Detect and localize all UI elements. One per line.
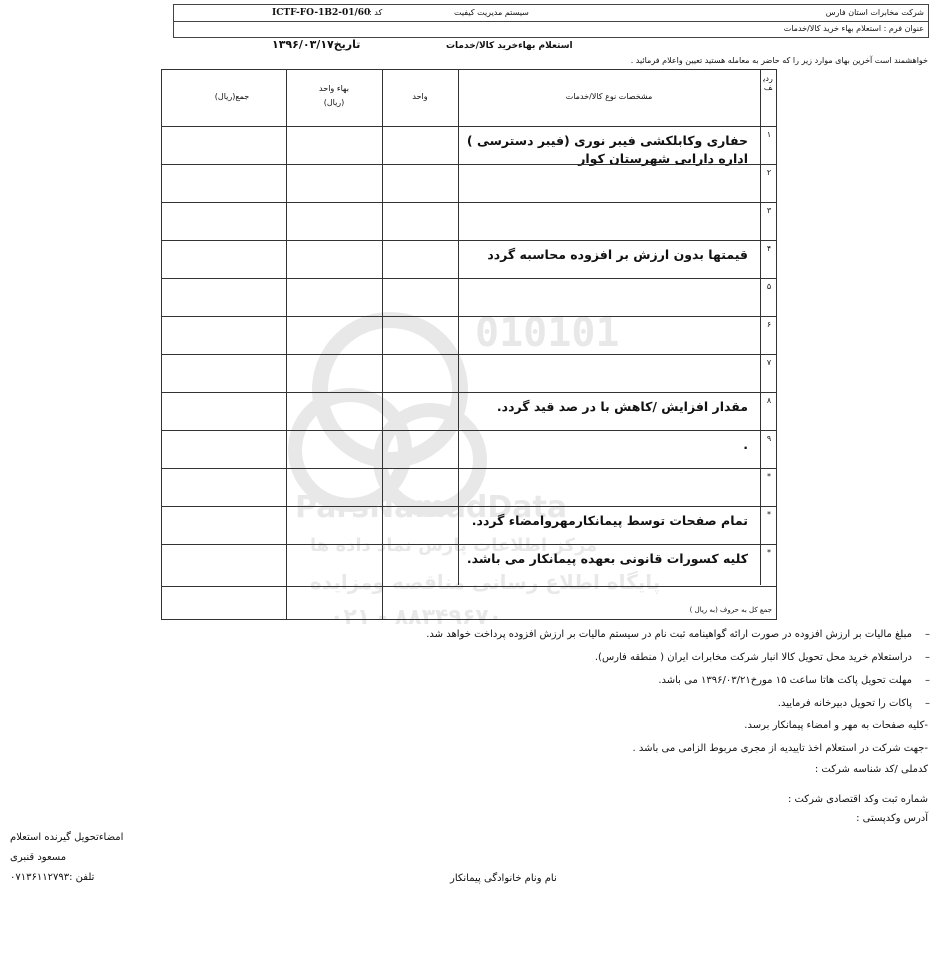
watermark-line2: پایگاه اطلاع رسانی مناقصه ومزایده: [310, 570, 661, 594]
table-row: [162, 316, 776, 317]
form-header: [173, 4, 929, 38]
receiver-phone: تلفن :۰۷۱۳۶۱۱۲۷۹۳: [10, 872, 95, 883]
header-row-no: ردیف: [763, 74, 773, 92]
watermark-brand: ParsNamadData: [295, 490, 568, 525]
note-item: -جهت شرکت در استعلام اخذ تاییدیه از مجری مربوط الزامی می باشد .: [632, 743, 928, 754]
note-item: پاکات را تحویل دبیرخانه فرمایید.: [777, 698, 912, 709]
row-number: *: [767, 510, 771, 519]
table-row: [162, 468, 776, 469]
address-field: آدرس وکدپستی :: [856, 813, 928, 824]
contractor-name-label: نام ونام خانوادگی پیمانکار: [450, 873, 557, 884]
row-spec-text: مقدار افزایش /کاهش با در صد قید گردد.: [496, 399, 748, 414]
table-row: [162, 544, 776, 545]
company-name: شرکت مخابرات استان فارس: [825, 8, 924, 17]
row-number: *: [767, 472, 771, 481]
receiver-name: مسعود قنبری: [10, 852, 67, 863]
row-number: ۶: [766, 320, 772, 329]
header-spec: مشخصات نوع کالا/خدمات: [565, 92, 653, 101]
header-unit-price: بهاء واحد: [319, 84, 349, 93]
watermark-line1: مرکز اطلاعات پارس نماد داده ها: [310, 535, 598, 556]
row-spec-text: .: [743, 437, 748, 452]
document-title: استعلام بهاءخرید کالا/خدمات: [446, 41, 573, 51]
row-number: *: [767, 548, 771, 557]
table-row: [162, 430, 776, 431]
receiver-title: امضاءتحویل گیرنده استعلام: [10, 832, 124, 843]
header-unit: واحد: [412, 92, 428, 101]
header-unit-price-sub: (ریال): [323, 98, 345, 107]
watermark-digits: 010101: [475, 310, 620, 356]
bullet-dash: –: [925, 629, 930, 640]
watermark-phone: ۰۲۱ - ۸۸۳۴۹۶۷۰: [330, 605, 503, 630]
row-number: ۸: [766, 396, 772, 405]
row-number: ۲: [766, 168, 772, 177]
table-row: [162, 126, 776, 127]
registration-field: شماره ثبت وکد اقتصادی شرکت :: [787, 794, 928, 805]
table-row: [162, 164, 776, 165]
bullet-dash: –: [925, 698, 930, 709]
row-number: ۷: [766, 358, 772, 367]
row-spec-text: قیمتها بدون ارزش بر افزوده محاسبه گردد: [487, 247, 748, 262]
total-in-words: جمع کل به حروف (به ریال ): [689, 606, 772, 614]
price-table: [161, 69, 777, 620]
row-spec-text: حفاری وکابلکشی فیبر نوری (فیبر دسترسی ) اداره دارایی شهرستان کوار: [466, 133, 748, 166]
code-label: کد :: [369, 8, 383, 17]
row-spec-text: کلیه کسورات قانونی بعهده پیمانکار می باشد.: [466, 551, 748, 566]
note-item: مهلت تحویل پاکت هاتا ساعت ۱۵ مورخ۱۳۹۶/۰۳/۲۱ می باشد.: [658, 675, 912, 686]
system-name: سیستم مدیریت کیفیت: [454, 8, 529, 17]
bullet-dash: –: [925, 675, 930, 686]
row-number: ۴: [766, 244, 772, 253]
row-number: ۳: [766, 206, 772, 215]
table-row: [162, 202, 776, 203]
form-code: ICTF-FO-1B2-01/60: [272, 8, 371, 18]
row-number: ۹: [766, 434, 772, 443]
note-item: -کلیه صفحات به مهر و امضاء پیمانکار برسد.: [744, 720, 928, 731]
note-item: دراستعلام خرید محل تحویل کالا انبار شرکت مخابرات ایران ( منطقه فارس).: [594, 652, 912, 663]
form-title: عنوان فرم : استعلام بهاء خرید کالا/خدمات: [783, 24, 924, 33]
table-row: [162, 392, 776, 393]
header-total: جمع(ریال): [214, 92, 250, 101]
table-row: [162, 278, 776, 279]
note-item: مبلغ مالیات بر ارزش افزوده در صورت ارائه گواهینامه ثبت نام در سیستم مالیات بر ارزش افزوده پرداخت خواهد شد.: [426, 629, 912, 640]
table-row: [162, 506, 776, 507]
row-number: ۵: [766, 282, 772, 291]
table-row: [162, 354, 776, 355]
table-row: [162, 240, 776, 241]
document-date: تاریخ۱۳۹۶/۰۳/۱۷: [272, 38, 361, 51]
national-id-field: کدملی /کد شناسه شرکت :: [814, 764, 928, 775]
bullet-dash: –: [925, 652, 930, 663]
row-number: ۱: [766, 130, 772, 139]
request-line: خواهشمند است آخرین بهای موارد زیر را که حاضر به معامله هستید تعیین واعلام فرمائید .: [630, 56, 928, 65]
row-spec-text: تمام صفحات توسط پیمانکارمهروامضاء گردد.: [471, 513, 748, 528]
